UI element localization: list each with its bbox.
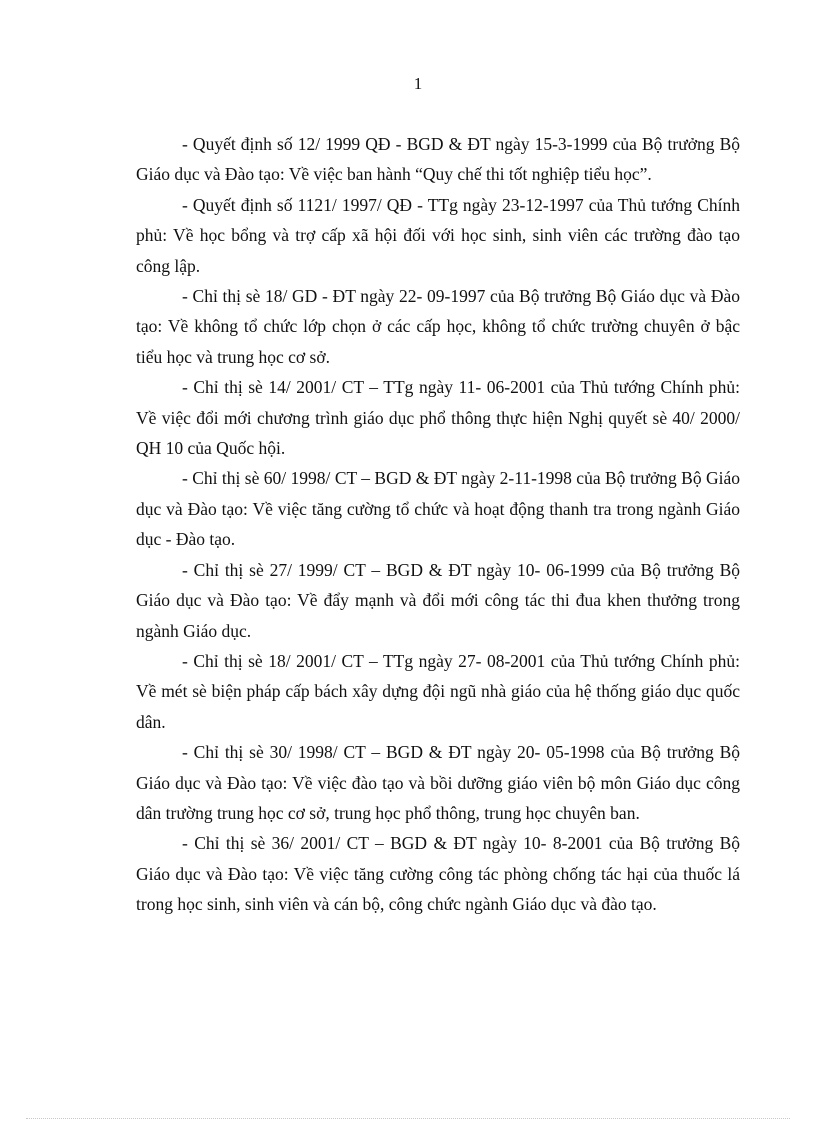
paragraph-3: - Chỉ thị sè 18/ GD - ĐT ngày 22- 09-1997 của Bộ trưởng Bộ Giáo dục và Đào tạo: Về không tổ chức lớp chọn ở các cấp học, không tổ chức trường chuyên ở bậc tiểu học và trung học cơ sở. — [136, 286, 740, 367]
page-number: 1 — [413, 74, 423, 93]
document-body — [136, 129, 740, 920]
paragraph-4: - Chỉ thị sè 14/ 2001/ CT – TTg ngày 11- 06-2001 của Thủ tướng Chính phủ: Về việc đổi mới chương trình giáo dục phổ thông thực hiện Nghị quyết sè 40/ 2000/ QH 10 của Quốc hội. — [136, 377, 740, 459]
paragraph-8: - Chỉ thị sè 30/ 1998/ CT – BGD & ĐT ngày 20- 05-1998 của Bộ trưởng Bộ Giáo dục và Đào tạo: Về việc đào tạo và bồi dưỡng giáo viên bộ môn Giáo dục công dân trường trung học cơ sở, trung học phổ thông, trung học chuyên ban. — [136, 742, 740, 823]
page-bottom-divider — [26, 1118, 790, 1119]
paragraph-7: - Chỉ thị sè 18/ 2001/ CT – TTg ngày 27- 08-2001 của Thủ tướng Chính phủ: Về mét sè biện pháp cấp bách xây dựng đội ngũ nhà giáo của hệ thống giáo dục quốc dân. — [136, 650, 740, 732]
paragraph-9: - Chỉ thị sè 36/ 2001/ CT – BGD & ĐT ngày 10- 8-2001 của Bộ trưởng Bộ Giáo dục và Đào tạo: Về việc tăng cường công tác phòng chống tác hại của thuốc lá trong học sinh, sinh viên và cán bộ, công chức ngành Giáo dục và đào tạo. — [136, 833, 740, 915]
paragraph-5: - Chỉ thị sè 60/ 1998/ CT – BGD & ĐT ngày 2-11-1998 của Bộ trưởng Bộ Giáo dục và Đào tạo: Về việc tăng cường tổ chức và hoạt động thanh tra trong ngành Giáo dục - Đào tạo. — [136, 468, 740, 550]
paragraph-6: - Chỉ thị sè 27/ 1999/ CT – BGD & ĐT ngày 10- 06-1999 của Bộ trưởng Bộ Giáo dục và Đào tạo: Về đẩy mạnh và đổi mới công tác thi đua khen thưởng trong ngành Giáo dục. — [136, 559, 740, 641]
paragraph-2: - Quyết định số 1121/ 1997/ QĐ - TTg ngày 23-12-1997 của Thủ tướng Chính phủ: Về học bổng và trợ cấp xã hội đối với học sinh, sinh viên các trường đào tạo công lập. — [136, 194, 740, 276]
paragraph-1: - Quyết định số 12/ 1999 QĐ - BGD & ĐT ngày 15-3-1999 của Bộ trưởng Bộ Giáo dục và Đào tạo: Về việc ban hành “Quy chế thi tốt nghiệp tiểu học”. — [136, 134, 740, 185]
